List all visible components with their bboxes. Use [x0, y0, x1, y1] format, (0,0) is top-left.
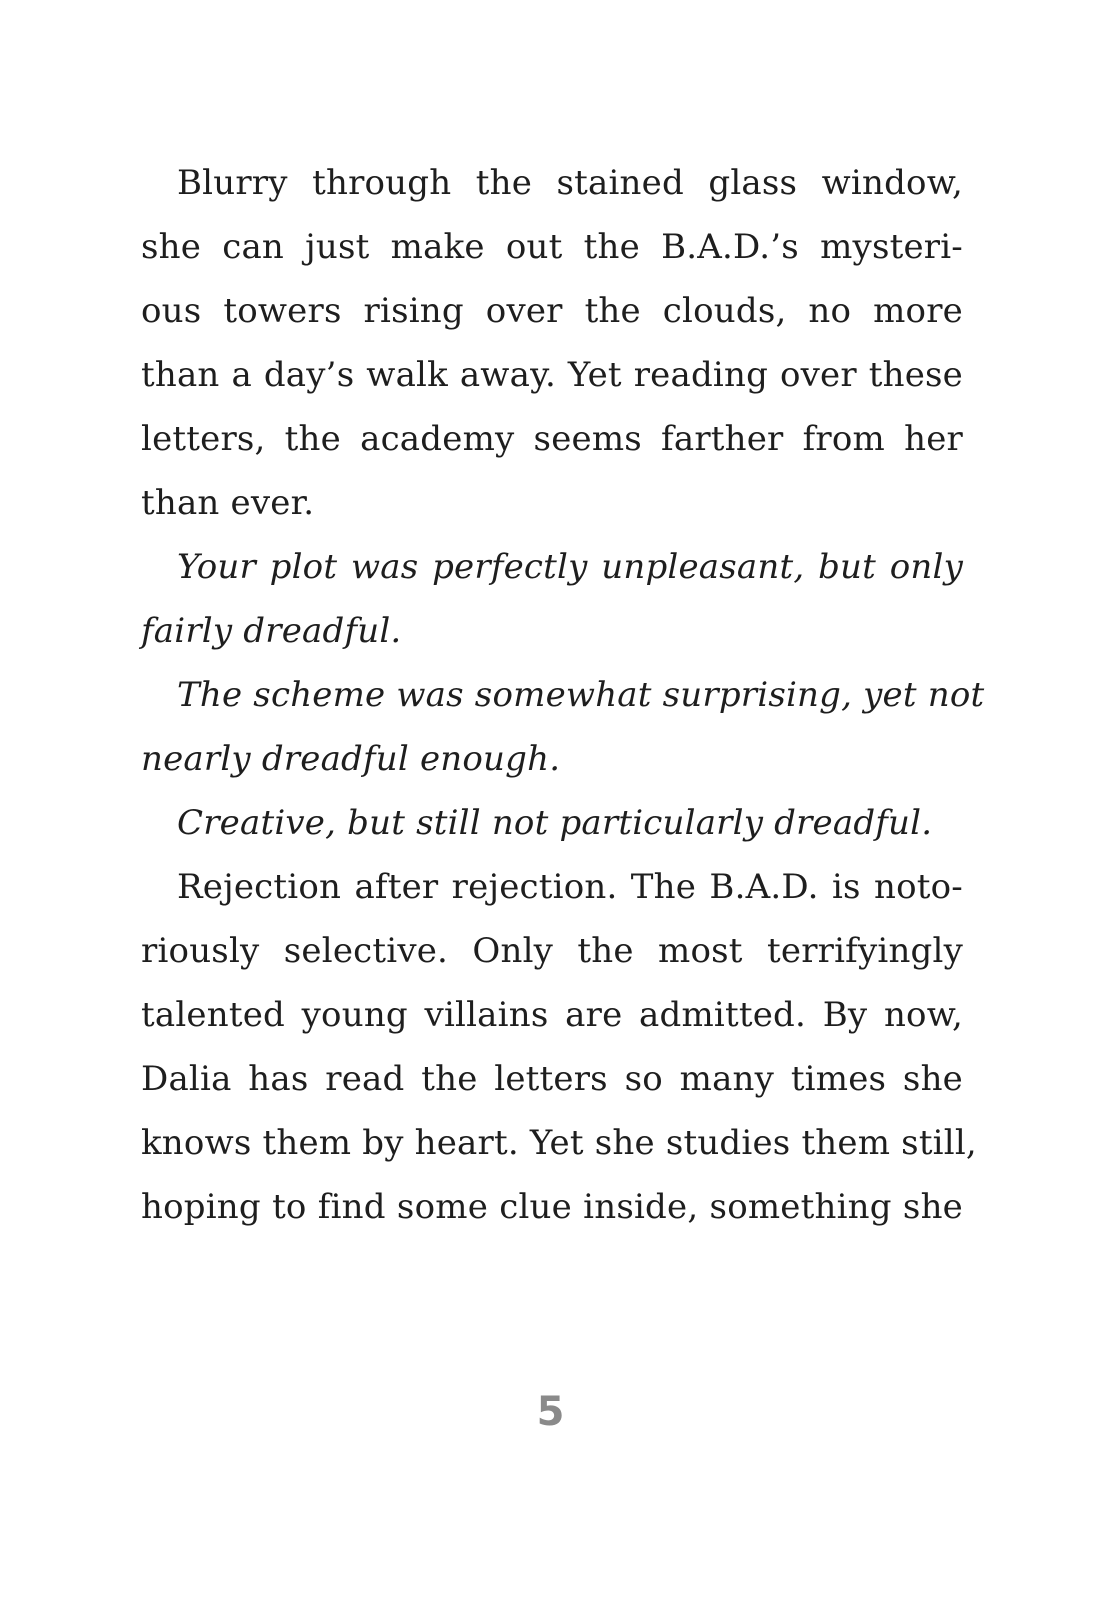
- text-line-5: letters, the academy seems farther from her: [141, 419, 963, 459]
- text-line-13: riously selective. Only the most terrifyingly: [141, 931, 963, 971]
- italic-letter-line-5: Creative, but still not particularly dreadful.: [177, 803, 933, 843]
- page-number: 5: [536, 1389, 565, 1435]
- text-line-1: Blurry through the stained glass window,: [177, 163, 963, 203]
- italic-letter-line-4: nearly dreadful enough.: [141, 739, 561, 779]
- text-line-16: knows them by heart. Yet she studies them still,: [141, 1123, 977, 1163]
- text-line-2: she can just make out the B.A.D.’s mysteri-: [141, 227, 963, 267]
- text-line-15: Dalia has read the letters so many times she: [141, 1059, 963, 1099]
- italic-letter-line-3: The scheme was somewhat surprising, yet not: [177, 675, 985, 715]
- text-line-17: hoping to find some clue inside, something she: [141, 1187, 963, 1227]
- italic-letter-line-1: Your plot was perfectly unpleasant, but only: [177, 547, 963, 587]
- text-line-6: than ever.: [141, 483, 315, 523]
- body-text: [141, 151, 985, 1239]
- text-line-12: Rejection after rejection. The B.A.D. is noto-: [177, 867, 963, 907]
- italic-letter-line-2: fairly dreadful.: [141, 611, 402, 651]
- text-line-14: talented young villains are admitted. By now,: [141, 995, 963, 1035]
- text-line-3: ous towers rising over the clouds, no more: [141, 291, 963, 331]
- text-line-4: than a day’s walk away. Yet reading over these: [141, 355, 963, 395]
